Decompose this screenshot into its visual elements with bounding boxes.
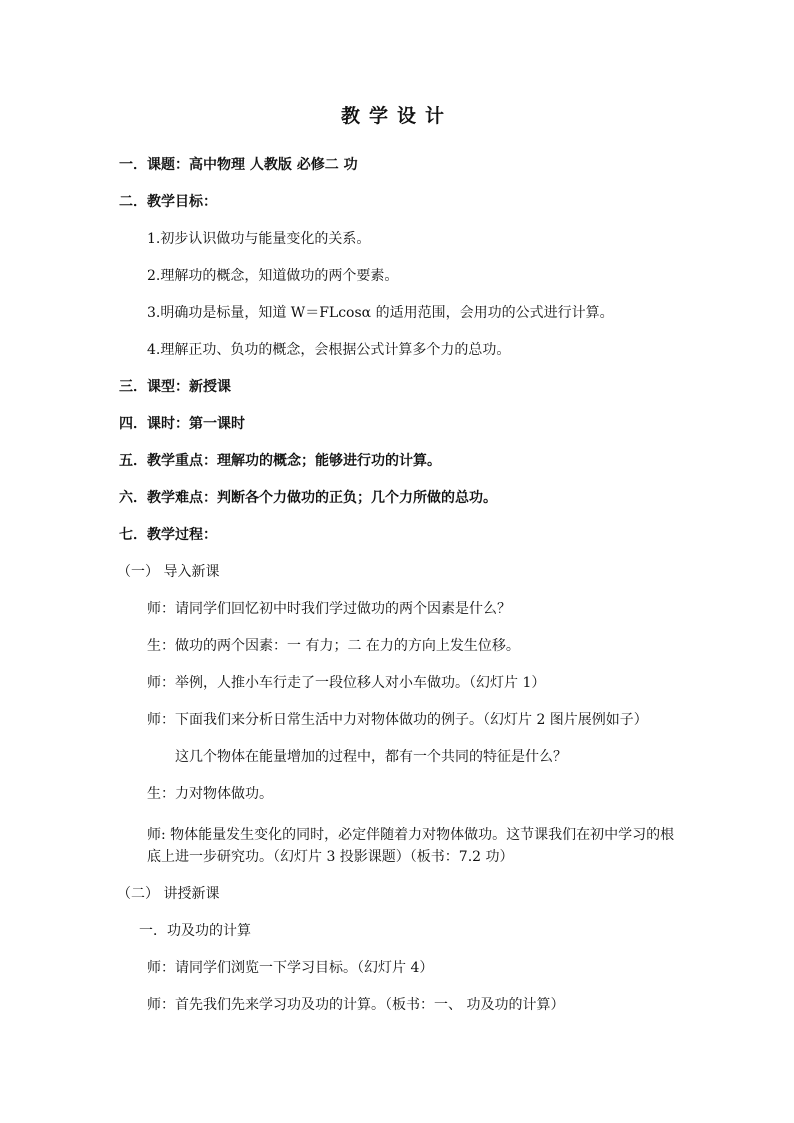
- process-part2-heading: （二） 讲授新课: [117, 886, 220, 902]
- section-process-heading: 七．教学过程：: [119, 527, 217, 543]
- dialogue-teacher-5: 师：请同学们浏览一下学习目标。（幻灯片 4）: [147, 960, 434, 976]
- goal-item-2: 2.理解功的概念，知道做功的两个要素。: [147, 268, 399, 284]
- section-goals-heading: 二．教学目标：: [119, 194, 217, 210]
- goal-item-4: 4.理解正功、负功的概念，会根据公式计算多个力的总功。: [147, 342, 511, 358]
- dialogue-teacher-3-continued: 这几个物体在能量增加的过程中，都有一个共同的特征是什么？: [175, 749, 567, 765]
- document-title: 教学设计: [340, 105, 453, 127]
- goal-item-1: 1.初步认识做功与能量变化的关系。: [147, 231, 371, 247]
- dialogue-student-2: 生：力对物体做功。: [147, 786, 273, 802]
- goal-item-3: 3.明确功是标量，知道 W＝FLcosα 的适用范围，会用功的公式进行计算。: [147, 305, 614, 321]
- section-difficulties: 六．教学难点：判断各个力做功的正负；几个力所做的总功。: [119, 490, 497, 506]
- subsection-work-calculation: 一．功及功的计算: [139, 923, 251, 939]
- process-part1-heading: （一） 导入新课: [117, 564, 220, 580]
- dialogue-teacher-1: 师：请同学们回忆初中时我们学过做功的两个因素是什么？: [147, 601, 511, 617]
- dialogue-teacher-4: 师: 物体能量发生变化的同时，必定伴随着力对物体做功。这节课我们在初中学习的根底上进一步研究功。（幻灯片 3 投影课题）（板书：7.2 功）: [147, 827, 675, 865]
- dialogue-teacher-3: 师：下面我们来分析日常生活中力对物体做功的例子。（幻灯片 2 图片展例如子）: [147, 712, 648, 728]
- section-topic: 一．课题：高中物理 人教版 必修二 功: [119, 157, 358, 173]
- dialogue-teacher-6: 师：首先我们先来学习功及功的计算。（板书：一、 功及功的计算）: [147, 997, 565, 1013]
- section-lesson-period: 四．课时：第一课时: [119, 416, 245, 432]
- section-key-points: 五．教学重点：理解功的概念；能够进行功的计算。: [119, 453, 441, 469]
- dialogue-teacher-2: 师：举例，人推小车行走了一段位移人对小车做功。（幻灯片 1）: [147, 675, 546, 691]
- section-lesson-type: 三．课型：新授课: [119, 379, 231, 395]
- dialogue-student-1: 生：做功的两个因素：一 有力；二 在力的方向上发生位移。: [147, 638, 520, 654]
